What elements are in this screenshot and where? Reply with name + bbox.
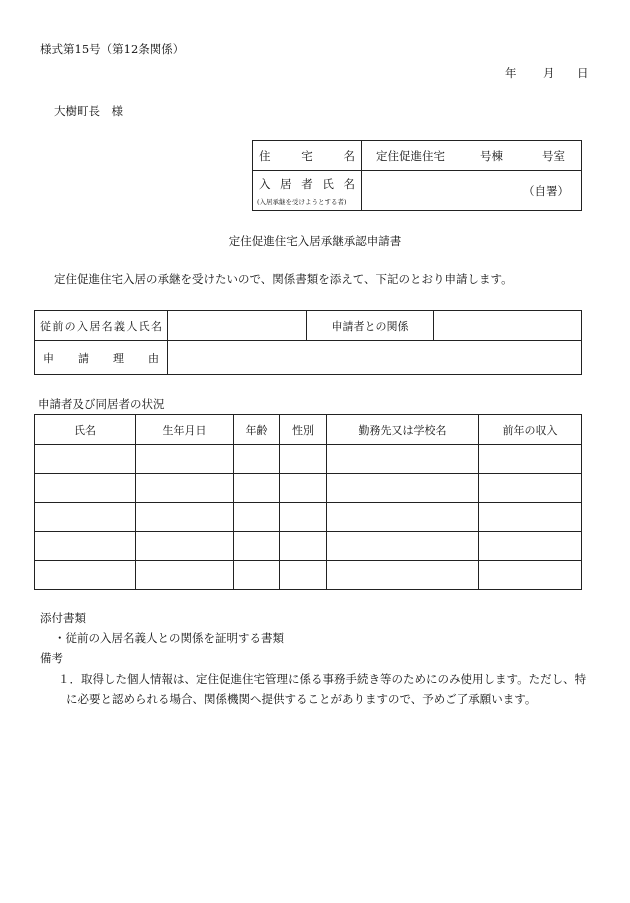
cell-income[interactable] (479, 561, 582, 590)
cell-gender[interactable] (280, 561, 327, 590)
housing-label: 住 宅 名 (259, 148, 355, 163)
cell-age[interactable] (234, 445, 280, 474)
relation-label: 申請者との関係 (331, 319, 409, 333)
table-row (35, 561, 582, 590)
cell-name[interactable] (35, 532, 136, 561)
document-title: 定住促進住宅入居承継承認申請書 (228, 234, 402, 248)
prev-holder-value-cell[interactable] (168, 311, 307, 341)
cell-workplace[interactable] (327, 503, 479, 532)
cell-age[interactable] (234, 503, 280, 532)
table-row (35, 474, 582, 503)
cell-name[interactable] (35, 474, 136, 503)
header-workplace: 勤務先又は学校名 (327, 415, 479, 445)
cell-income[interactable] (479, 532, 582, 561)
prev-holder-label-cell (35, 311, 168, 341)
table-row (35, 445, 582, 474)
cell-name[interactable] (35, 445, 136, 474)
cell-birthdate[interactable] (136, 561, 234, 590)
date-day-label: 日 (577, 66, 589, 80)
cell-income[interactable] (479, 503, 582, 532)
addressee: 大樹町長 様 (54, 104, 123, 118)
housing-value: 定住促進住宅 (376, 148, 445, 163)
cohabitant-heading: 申請者及び同居者の状況 (38, 397, 165, 411)
cell-workplace[interactable] (327, 561, 479, 590)
resident-label: 入居者氏名 (259, 176, 355, 191)
cohabitant-table (34, 414, 582, 590)
cell-name[interactable] (35, 503, 136, 532)
cohabitant-header-row (35, 415, 582, 445)
reason-label-cell (35, 341, 168, 375)
attachments-heading: 添付書類 (40, 611, 86, 625)
cell-gender[interactable] (280, 474, 327, 503)
cell-name[interactable] (35, 561, 136, 590)
cell-birthdate[interactable] (136, 532, 234, 561)
resident-label-cell (253, 171, 362, 211)
room-label: 号室 (542, 148, 565, 163)
header-birthdate: 生年月日 (136, 415, 234, 445)
resident-note: (入居承継を受けようとする者) (257, 197, 347, 206)
reason-value-cell[interactable] (168, 341, 582, 375)
reason-label: 申請理由 (43, 351, 159, 365)
signature-note: （自署） (523, 183, 569, 198)
cell-gender[interactable] (280, 445, 327, 474)
attachment-item: ・従前の入居名義人との関係を証明する書類 (54, 631, 284, 645)
header-name: 氏名 (35, 415, 136, 445)
table-row (35, 532, 582, 561)
cell-workplace[interactable] (327, 532, 479, 561)
previous-holder-table (34, 310, 582, 375)
intro-text: 定住促進住宅入居の承継を受けたいので、関係書類を添えて、下記のとおり申請します。 (54, 272, 513, 286)
cell-gender[interactable] (280, 503, 327, 532)
note-line-1: １．取得した個人情報は、定住促進住宅管理に係る事務手続き等のためにのみ使用します。ただし、特 (58, 672, 587, 686)
cell-age[interactable] (234, 561, 280, 590)
building-label: 号棟 (480, 148, 503, 163)
relation-label-cell (307, 311, 434, 341)
cell-gender[interactable] (280, 532, 327, 561)
cell-birthdate[interactable] (136, 503, 234, 532)
cell-birthdate[interactable] (136, 474, 234, 503)
prev-holder-label: 従前の入居名義人氏名 (40, 319, 162, 333)
cell-birthdate[interactable] (136, 445, 234, 474)
cell-workplace[interactable] (327, 474, 479, 503)
header-income: 前年の収入 (479, 415, 582, 445)
date-year-label: 年 (505, 66, 517, 80)
cell-age[interactable] (234, 532, 280, 561)
housing-value-cell[interactable] (362, 141, 582, 171)
relation-value-cell[interactable] (434, 311, 582, 341)
applicant-table (252, 140, 582, 211)
header-gender: 性別 (280, 415, 327, 445)
form-number: 様式第15号（第12条関係） (40, 42, 185, 56)
cell-income[interactable] (479, 445, 582, 474)
note-line-2: に必要と認められる場合、関係機関へ提供することがありますので、予めご了承願います。 (66, 692, 537, 706)
cell-age[interactable] (234, 474, 280, 503)
table-row (35, 503, 582, 532)
housing-label-cell (253, 141, 362, 171)
notes-heading: 備考 (40, 651, 63, 665)
resident-value-cell[interactable] (362, 171, 582, 211)
header-age: 年齢 (234, 415, 280, 445)
cell-income[interactable] (479, 474, 582, 503)
date-month-label: 月 (543, 66, 555, 80)
cell-workplace[interactable] (327, 445, 479, 474)
